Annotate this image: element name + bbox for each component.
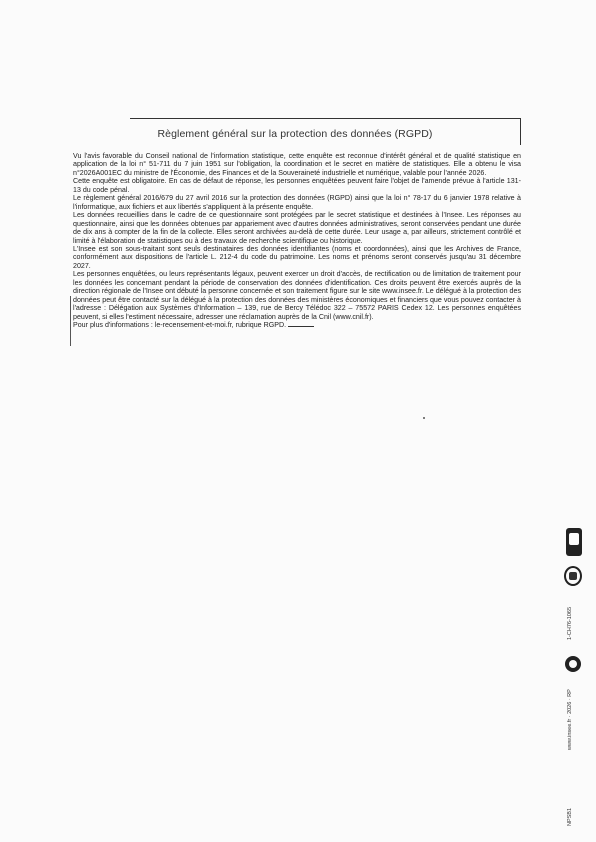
paragraph-regulation: Le règlement général 2016/679 du 27 avril 2016 sur la protection des données (RGPD) ainsi que la loi n° 78-17 du 6 janvier 1978 relative à l'informatique, aux fichiers et aux libertés s'appliquent à la présente enquête.: [73, 194, 521, 211]
blank-line: [288, 326, 314, 327]
frame-top-rule: [130, 118, 520, 119]
paragraph-more-info: [73, 321, 521, 329]
frame-right-rule: [520, 118, 521, 145]
stray-dot: [423, 417, 425, 419]
imprim-vert-logo-icon: [564, 566, 582, 586]
side-code-2: www.insee.fr · 2026 · RP: [567, 689, 573, 750]
frame-left-rule: [70, 296, 71, 346]
paragraph-data-protection: Les données recueillies dans le cadre de ce questionnaire sont protégées par le secret statistique et destinées à l'Insee. Les réponses au questionnaire, ainsi que les données obtenues par appariement avec d'autres données administratives, seront conservées pendant une durée de dix ans à compter de la fin de la collecte. Elles seront archivées au-delà de cette durée. Leur usage a, par ailleurs, strictement contrôlé et limité à l'élaboration de statistiques ou à des travaux de recherche scientifique ou historique.: [73, 211, 521, 245]
section-title: Règlement général sur la protection des données (RGPD): [157, 128, 433, 140]
paragraph-recipients: L'Insee est son sous-traitant sont seuls destinataires des données identifiantes (noms et coordonnées), ainsi que les Archives de France, conformément aux dispositions de l'article L. 212-4 du code du patrimoine. Les noms et prénoms seront conservés jusqu'au 31 décembre 2027.: [73, 244, 521, 270]
rgpd-text-block: [73, 152, 521, 330]
recycle-logo-icon: [566, 528, 582, 556]
paragraph-obligation: Cette enquête est obligatoire. En cas de défaut de réponse, les personnes enquêtées peuvent faire l'objet de l'amende prévue à l'article 131-13 du code pénal.: [73, 177, 521, 194]
paper-label-logo-icon: [565, 656, 581, 672]
more-info-text: Pour plus d'informations : le-recensement-et-moi.fr, rubrique RGPD.: [73, 321, 287, 330]
side-code-3: NPSB1: [567, 807, 573, 826]
paragraph-visa: Vu l'avis favorable du Conseil national de l'information statistique, cette enquête est reconnue d'intérêt général et de qualité statistique en application de la loi n° 51-711 du 7 juin 1951 sur l'obligation, la coordination et le secret en matière de statistiques. Elle a obtenu le visa n°2026A001EC du ministre de l'Économie, des Finances et de la Souveraineté industrielle et numérique, valable pour l'année 2026.: [73, 152, 521, 177]
side-code-1: 1-CH76-1065: [567, 606, 573, 640]
paragraph-rights: Les personnes enquêtées, ou leurs représentants légaux, peuvent exercer un droit d'accès, de rectification ou de limitation de traitement pour les données les concernant pendant la période de conservation des données d'identification. Ces droits peuvent être exercés auprès de la direction régionale de l'Insee ont débuté la personne concernée et son traitement figure sur le site www.insee.fr. Le délégué à la protection des données peut être contacté sur la délégué à la protection des données des ministères économiques et financiers que vous pouvez contacter à l'adresse : Délégation aux Systèmes d'Information – 139, rue de Bercy Télédoc 322 – 75572 PARIS Cedex 12. Les personnes enquêtées peuvent, si elles l'estiment nécessaire, adresser une réclamation auprès de la Cnil (www.cnil.fr).: [73, 270, 521, 321]
